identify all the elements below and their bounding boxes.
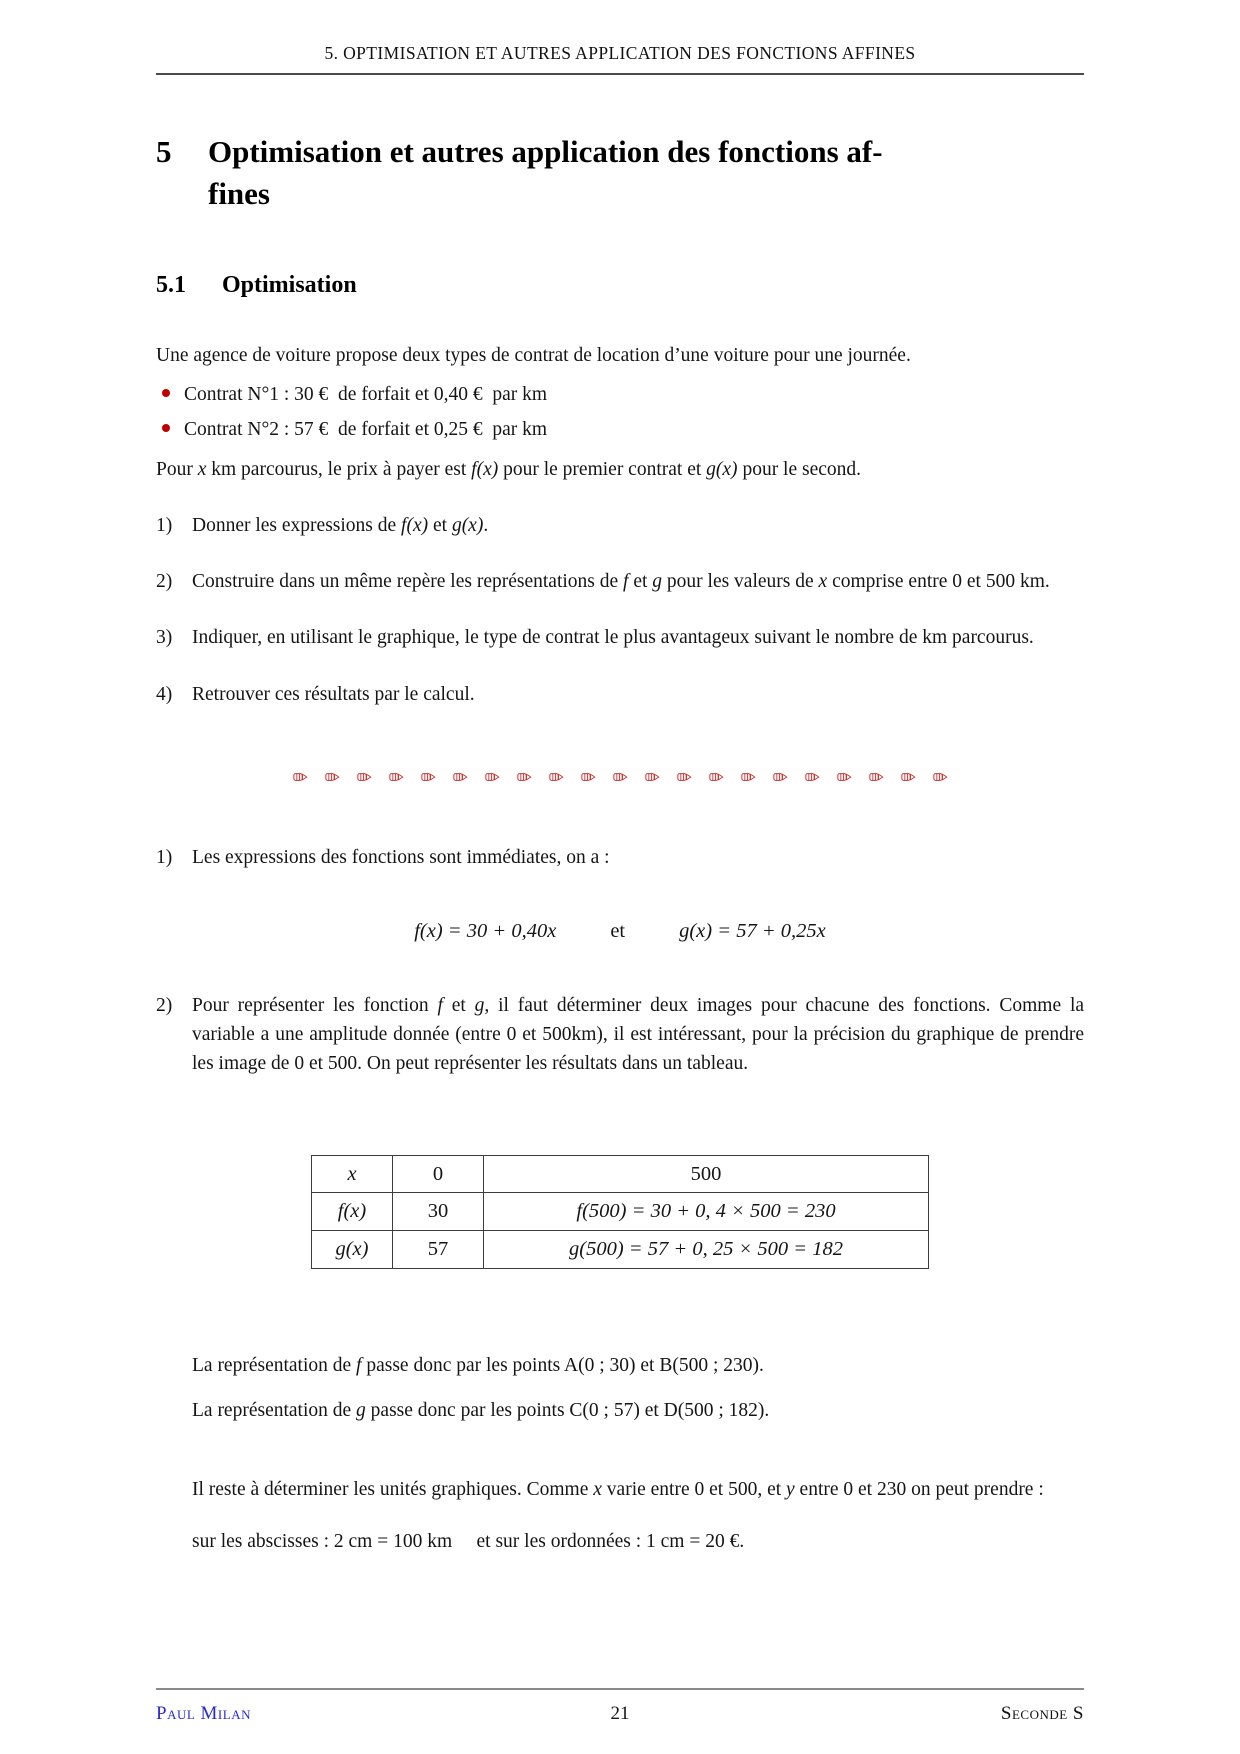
question-item xyxy=(156,680,1084,709)
pencil-icon xyxy=(549,771,564,783)
page-number: 21 xyxy=(610,1702,630,1724)
solution-remarks xyxy=(192,1351,1084,1556)
answer-number: 1) xyxy=(156,846,173,868)
section-title xyxy=(156,131,1084,215)
formula-f: f(x) = 30 + 0,40x xyxy=(414,920,557,943)
formula-connector: et xyxy=(610,920,626,943)
section-title-text xyxy=(208,131,883,215)
pencil-icon xyxy=(837,771,852,783)
answer-text: Pour représenter les fonction f et g, il faut déterminer deux images pour chacune des fonctions. Comme la variable a une amplitude donnée (entre 0 et 500km), il est intéressant, pour la précision du graphique de prendre les image de 0 et 500. On peut représenter les résultats dans un tableau. xyxy=(192,994,1085,1075)
table-row xyxy=(312,1231,929,1269)
lead-paragraph: Pour x km parcourus, le prix à payer est f(x) pour le premier contrat et g(x) pour le second. xyxy=(156,458,862,480)
table-cell: g(500) = 57 + 0, 25 × 500 = 182 xyxy=(484,1231,929,1269)
pencil-icon xyxy=(709,771,724,783)
pencil-icon xyxy=(357,771,372,783)
table-row xyxy=(312,1193,929,1231)
bullet-icon xyxy=(162,389,170,397)
table-cell: g(x) xyxy=(312,1231,393,1269)
section-title-line2: fines xyxy=(208,176,270,212)
contract-bullet-list xyxy=(156,374,1084,445)
formula-g: g(x) = 57 + 0,25x xyxy=(679,920,826,943)
question-text: Construire dans un même repère les représentations de f et g pour les valeurs de x comprise entre 0 et 500 km. xyxy=(192,571,1050,593)
section-number: 5 xyxy=(156,134,172,170)
subsection-title-text: Optimisation xyxy=(222,271,357,298)
intro-paragraph: Une agence de voiture propose deux types de contrat de location d’une voiture pour une journée. xyxy=(156,344,911,366)
units-paragraph: sur les abscisses : 2 cm = 100 km et sur les ordonnées : 1 cm = 20 €. xyxy=(192,1530,745,1552)
separator-row xyxy=(156,771,1084,783)
answer-item xyxy=(156,843,1084,872)
table-cell: 500 xyxy=(484,1155,929,1193)
table-cell: 0 xyxy=(393,1155,484,1193)
pencil-icon xyxy=(325,771,340,783)
pencil-icon xyxy=(581,771,596,783)
question-text: Retrouver ces résultats par le calcul. xyxy=(192,683,475,705)
answer-number: 2) xyxy=(156,994,173,1016)
question-number: 2) xyxy=(156,571,173,593)
question-text: Donner les expressions de f(x) et g(x). xyxy=(192,514,489,536)
answer-item xyxy=(156,991,1084,1079)
units-intro-paragraph: Il reste à déterminer les unités graphiques. Comme x varie entre 0 et 500, et y entre 0 et 230 on peut prendre : xyxy=(192,1479,1044,1501)
pencil-icon xyxy=(773,771,788,783)
question-list xyxy=(156,484,1084,709)
page-footer xyxy=(156,1688,1084,1754)
pencil-icon xyxy=(805,771,820,783)
pencil-icon xyxy=(933,771,948,783)
footer-row xyxy=(156,1700,1084,1729)
table-cell: f(500) = 30 + 0, 4 × 500 = 230 xyxy=(484,1193,929,1231)
subsection-title xyxy=(156,267,1084,303)
list-item xyxy=(156,415,1084,444)
footer-course: Seconde S xyxy=(1000,1702,1084,1724)
table-row xyxy=(312,1155,929,1193)
values-table xyxy=(311,1155,929,1269)
question-item xyxy=(156,623,1084,652)
pencil-icon xyxy=(517,771,532,783)
question-number: 4) xyxy=(156,683,173,705)
formula-line xyxy=(156,916,1084,947)
question-item xyxy=(156,567,1084,596)
subsection-number: 5.1 xyxy=(156,271,186,298)
question-text: Indiquer, en utilisant le graphique, le type de contrat le plus avantageux suivant le nombre de km parcourus. xyxy=(192,627,1034,649)
running-header-title: 5. OPTIMISATION ET AUTRES APPLICATION DES FONCTIONS AFFINES xyxy=(324,43,916,63)
contract-1-text: Contrat N°1 : 30 € de forfait et 0,40 € par km xyxy=(184,384,548,406)
table-cell: 30 xyxy=(393,1193,484,1231)
question-number: 3) xyxy=(156,627,173,649)
pencil-icon xyxy=(485,771,500,783)
solution-section xyxy=(156,843,1084,1556)
table-cell: f(x) xyxy=(312,1193,393,1231)
question-number: 1) xyxy=(156,514,173,536)
list-item xyxy=(156,380,1084,409)
footer-author: Paul Milan xyxy=(156,1702,251,1724)
section-title-line1: Optimisation et autres application des fonctions af- xyxy=(208,134,883,170)
points-g-paragraph: La représentation de g passe donc par les points C(0 ; 57) et D(500 ; 182). xyxy=(192,1400,770,1422)
pencil-icon xyxy=(677,771,692,783)
pencil-icon xyxy=(421,771,436,783)
header-rule xyxy=(156,73,1084,75)
pencil-icon xyxy=(741,771,756,783)
pencil-icon xyxy=(389,771,404,783)
table-cell: 57 xyxy=(393,1231,484,1269)
bullet-icon xyxy=(162,424,170,432)
question-item xyxy=(156,511,1084,540)
pencil-icon xyxy=(869,771,884,783)
pencil-icon xyxy=(613,771,628,783)
points-f-paragraph: La représentation de f passe donc par les points A(0 ; 30) et B(500 ; 230). xyxy=(192,1354,764,1376)
footer-rule xyxy=(156,1688,1084,1690)
pencil-icon xyxy=(645,771,660,783)
answer-text: Les expressions des fonctions sont immédiates, on a : xyxy=(192,846,610,868)
table-cell: x xyxy=(312,1155,393,1193)
pencil-icon xyxy=(453,771,468,783)
pencil-icon xyxy=(293,771,308,783)
page-header xyxy=(156,40,1084,75)
pencil-icon xyxy=(901,771,916,783)
contract-2-text: Contrat N°2 : 57 € de forfait et 0,25 € par km xyxy=(184,419,548,441)
